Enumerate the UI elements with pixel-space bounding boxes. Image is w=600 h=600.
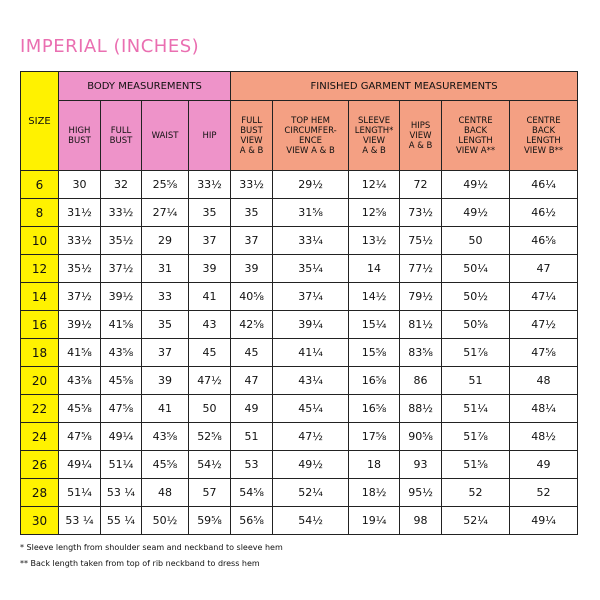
measurement-cell: 29 xyxy=(142,227,189,255)
measurement-cell: 75½ xyxy=(400,227,442,255)
measurement-cell: 35 xyxy=(189,199,231,227)
measurement-cell: 39 xyxy=(189,255,231,283)
measurement-cell: 46½ xyxy=(510,199,578,227)
column-header-g-sleeve xyxy=(349,101,400,171)
size-cell: 16 xyxy=(21,311,59,339)
column-header-line: BUST xyxy=(240,125,263,136)
measurement-cell: 51¼ xyxy=(442,395,510,423)
column-header-g-top-hem xyxy=(273,101,349,171)
measurement-cell: 50⅝ xyxy=(442,311,510,339)
measurement-cell: 25⅝ xyxy=(142,171,189,199)
measurement-cell: 37¼ xyxy=(273,283,349,311)
measurement-cell: 79½ xyxy=(400,283,442,311)
measurement-cell: 47⅝ xyxy=(101,395,142,423)
column-header-line: CENTRE xyxy=(458,115,493,126)
size-chart-table xyxy=(20,71,578,535)
column-header-line: FULL xyxy=(241,115,262,126)
column-header-line: LENGTH* xyxy=(354,125,394,136)
measurement-cell: 41¼ xyxy=(273,339,349,367)
measurement-cell: 72 xyxy=(400,171,442,199)
measurement-cell: 18½ xyxy=(349,479,400,507)
measurement-cell: 47⅝ xyxy=(59,423,101,451)
measurement-cell: 48½ xyxy=(510,423,578,451)
measurement-cell: 41 xyxy=(189,283,231,311)
measurement-cell: 41⅝ xyxy=(101,311,142,339)
measurement-cell: 47 xyxy=(231,367,273,395)
measurement-cell: 55 ¼ xyxy=(101,507,142,535)
measurement-cell: 50 xyxy=(189,395,231,423)
finished-measurements-header: FINISHED GARMENT MEASUREMENTS xyxy=(231,72,578,101)
measurement-cell: 43⅝ xyxy=(101,339,142,367)
measurement-cell: 50¼ xyxy=(442,255,510,283)
size-cell: 18 xyxy=(21,339,59,367)
measurement-cell: 39 xyxy=(142,367,189,395)
size-cell: 20 xyxy=(21,367,59,395)
column-header-line: VIEW B** xyxy=(523,145,564,156)
column-header-line: HIPS xyxy=(410,120,431,131)
measurement-cell: 37½ xyxy=(59,283,101,311)
size-cell: 10 xyxy=(21,227,59,255)
measurement-cell: 33¼ xyxy=(273,227,349,255)
column-header-hip xyxy=(189,101,231,171)
measurement-cell: 16⅝ xyxy=(349,367,400,395)
measurement-cell: 59⅝ xyxy=(189,507,231,535)
table-row xyxy=(21,423,578,451)
table-row xyxy=(21,479,578,507)
measurement-cell: 31 xyxy=(142,255,189,283)
measurement-cell: 14 xyxy=(349,255,400,283)
measurement-cell: 52⅝ xyxy=(189,423,231,451)
measurement-cell: 49¼ xyxy=(510,507,578,535)
column-header-full-bust xyxy=(101,101,142,171)
measurement-cell: 54½ xyxy=(273,507,349,535)
measurement-cell: 33 xyxy=(142,283,189,311)
measurement-cell: 19¼ xyxy=(349,507,400,535)
measurement-cell: 53 xyxy=(231,451,273,479)
size-cell: 12 xyxy=(21,255,59,283)
column-header-line: CIRCUMFER- xyxy=(284,125,337,136)
measurement-cell: 54⅝ xyxy=(231,479,273,507)
footnote-sleeve: * Sleeve length from shoulder seam and neckband to sleeve hem xyxy=(20,543,283,552)
measurement-cell: 14½ xyxy=(349,283,400,311)
table-row xyxy=(21,227,578,255)
measurement-cell: 90⅝ xyxy=(400,423,442,451)
table-row xyxy=(21,311,578,339)
measurement-cell: 51¼ xyxy=(59,479,101,507)
measurement-cell: 33½ xyxy=(189,171,231,199)
page-title: IMPERIAL (INCHES) xyxy=(20,36,200,57)
measurement-cell: 15⅝ xyxy=(349,339,400,367)
measurement-cell: 53 ¼ xyxy=(101,479,142,507)
measurement-cell: 45⅝ xyxy=(101,367,142,395)
measurement-cell: 47½ xyxy=(273,423,349,451)
measurement-cell: 88½ xyxy=(400,395,442,423)
measurement-cell: 54½ xyxy=(189,451,231,479)
measurement-cell: 42⅝ xyxy=(231,311,273,339)
size-cell: 28 xyxy=(21,479,59,507)
measurement-cell: 37 xyxy=(231,227,273,255)
table-row xyxy=(21,199,578,227)
column-header-line: WAIST xyxy=(151,130,179,141)
column-header-waist xyxy=(142,101,189,171)
measurement-cell: 48 xyxy=(142,479,189,507)
measurement-cell: 32 xyxy=(101,171,142,199)
measurement-cell: 51¼ xyxy=(101,451,142,479)
table-row xyxy=(21,395,578,423)
column-header-g-back-b xyxy=(510,101,578,171)
measurement-cell: 53 ¼ xyxy=(59,507,101,535)
table-row xyxy=(21,339,578,367)
column-header-line: SLEEVE xyxy=(358,115,391,126)
measurement-cell: 52¼ xyxy=(273,479,349,507)
size-column-header: SIZE xyxy=(21,72,59,171)
measurement-cell: 37½ xyxy=(101,255,142,283)
measurement-cell: 45 xyxy=(231,339,273,367)
size-cell: 30 xyxy=(21,507,59,535)
table-row xyxy=(21,507,578,535)
measurement-cell: 83⅝ xyxy=(400,339,442,367)
measurement-cell: 48¼ xyxy=(510,395,578,423)
measurement-cell: 47½ xyxy=(510,311,578,339)
measurement-cell: 35¼ xyxy=(273,255,349,283)
measurement-cell: 95½ xyxy=(400,479,442,507)
column-header-line: ENCE xyxy=(299,135,323,146)
measurement-cell: 52 xyxy=(442,479,510,507)
size-cell: 26 xyxy=(21,451,59,479)
measurement-cell: 16⅝ xyxy=(349,395,400,423)
measurement-cell: 52 xyxy=(510,479,578,507)
column-header-line: A & B xyxy=(239,145,264,156)
measurement-cell: 31⅝ xyxy=(273,199,349,227)
measurement-cell: 40⅝ xyxy=(231,283,273,311)
measurement-cell: 41⅝ xyxy=(59,339,101,367)
measurement-cell: 81½ xyxy=(400,311,442,339)
column-header-line: VIEW xyxy=(409,130,432,141)
measurement-cell: 98 xyxy=(400,507,442,535)
measurement-cell: 47¼ xyxy=(510,283,578,311)
measurement-cell: 35 xyxy=(231,199,273,227)
measurement-cell: 50½ xyxy=(142,507,189,535)
column-header-line: BACK xyxy=(532,125,556,136)
measurement-cell: 46¼ xyxy=(510,171,578,199)
measurement-cell: 77½ xyxy=(400,255,442,283)
table-row xyxy=(21,255,578,283)
measurement-cell: 37 xyxy=(142,339,189,367)
measurement-cell: 47½ xyxy=(189,367,231,395)
measurement-cell: 57 xyxy=(189,479,231,507)
measurement-cell: 35 xyxy=(142,311,189,339)
measurement-cell: 33½ xyxy=(59,227,101,255)
measurement-cell: 45⅝ xyxy=(59,395,101,423)
column-header-line: VIEW xyxy=(362,135,386,146)
measurement-cell: 49 xyxy=(231,395,273,423)
measurement-cell: 51⅝ xyxy=(442,451,510,479)
measurement-cell: 52¼ xyxy=(442,507,510,535)
measurement-cell: 15¼ xyxy=(349,311,400,339)
size-cell: 24 xyxy=(21,423,59,451)
measurement-cell: 39 xyxy=(231,255,273,283)
measurement-cell: 49½ xyxy=(442,199,510,227)
measurement-cell: 43 xyxy=(189,311,231,339)
measurement-cell: 12¼ xyxy=(349,171,400,199)
measurement-cell: 45¼ xyxy=(273,395,349,423)
column-header-g-hips xyxy=(400,101,442,171)
measurement-cell: 50 xyxy=(442,227,510,255)
measurement-cell: 93 xyxy=(400,451,442,479)
column-header-line: BUST xyxy=(109,135,133,146)
measurement-cell: 73½ xyxy=(400,199,442,227)
measurement-cell: 39½ xyxy=(101,283,142,311)
column-header-line: VIEW A & B xyxy=(286,145,335,156)
measurement-cell: 49½ xyxy=(273,451,349,479)
column-header-line: HIGH xyxy=(68,125,91,136)
measurement-cell: 86 xyxy=(400,367,442,395)
size-cell: 14 xyxy=(21,283,59,311)
measurement-cell: 18 xyxy=(349,451,400,479)
measurement-cell: 29½ xyxy=(273,171,349,199)
measurement-cell: 33½ xyxy=(101,199,142,227)
measurement-cell: 47 xyxy=(510,255,578,283)
measurement-cell: 39¼ xyxy=(273,311,349,339)
column-header-line: LENGTH xyxy=(526,135,561,146)
size-cell: 22 xyxy=(21,395,59,423)
measurement-cell: 45 xyxy=(189,339,231,367)
measurement-cell: 47⅝ xyxy=(510,339,578,367)
column-header-line: A & B xyxy=(408,140,433,151)
column-header-line: VIEW xyxy=(240,135,263,146)
column-header-line: CENTRE xyxy=(526,115,561,126)
size-cell: 6 xyxy=(21,171,59,199)
column-header-line: A & B xyxy=(362,145,386,156)
measurement-cell: 51 xyxy=(231,423,273,451)
measurement-cell: 49¼ xyxy=(59,451,101,479)
measurement-cell: 43⅝ xyxy=(142,423,189,451)
measurement-cell: 46⅝ xyxy=(510,227,578,255)
measurement-cell: 56⅝ xyxy=(231,507,273,535)
column-header-g-full-bust xyxy=(231,101,273,171)
measurement-cell: 51⅞ xyxy=(442,423,510,451)
table-row xyxy=(21,283,578,311)
measurement-cell: 49 xyxy=(510,451,578,479)
measurement-cell: 27¼ xyxy=(142,199,189,227)
measurement-cell: 50½ xyxy=(442,283,510,311)
footnotes xyxy=(20,543,283,575)
measurement-cell: 49¼ xyxy=(101,423,142,451)
column-header-line: LENGTH xyxy=(458,135,493,146)
measurement-cell: 12⅝ xyxy=(349,199,400,227)
measurement-cell: 48 xyxy=(510,367,578,395)
column-header-g-back-a xyxy=(442,101,510,171)
column-header-line: HIP xyxy=(202,130,217,141)
column-header-line: TOP HEM xyxy=(291,115,330,126)
size-rows xyxy=(21,171,578,535)
column-header-line: VIEW A** xyxy=(455,145,496,156)
table-row xyxy=(21,171,578,199)
measurement-cell: 37 xyxy=(189,227,231,255)
measurement-cell: 41 xyxy=(142,395,189,423)
measurement-cell: 45⅝ xyxy=(142,451,189,479)
footnote-back-length: ** Back length taken from top of rib neckband to dress hem xyxy=(20,559,260,568)
measurement-cell: 33½ xyxy=(231,171,273,199)
measurement-cell: 39½ xyxy=(59,311,101,339)
table-row xyxy=(21,451,578,479)
size-cell: 8 xyxy=(21,199,59,227)
measurement-cell: 13½ xyxy=(349,227,400,255)
column-header-line: BUST xyxy=(68,135,91,146)
measurement-cell: 17⅝ xyxy=(349,423,400,451)
measurement-cell: 35½ xyxy=(59,255,101,283)
measurement-cell: 31½ xyxy=(59,199,101,227)
measurement-cell: 30 xyxy=(59,171,101,199)
table-row xyxy=(21,367,578,395)
measurement-cell: 35½ xyxy=(101,227,142,255)
column-header-high-bust xyxy=(59,101,101,171)
measurement-cell: 49½ xyxy=(442,171,510,199)
measurement-cell: 43⅝ xyxy=(59,367,101,395)
measurement-cell: 51⅞ xyxy=(442,339,510,367)
body-measurements-header: BODY MEASUREMENTS xyxy=(59,72,231,101)
measurement-cell: 51 xyxy=(442,367,510,395)
column-header-line: BACK xyxy=(464,125,488,136)
measurement-cell: 43¼ xyxy=(273,367,349,395)
column-header-line: FULL xyxy=(110,125,132,136)
